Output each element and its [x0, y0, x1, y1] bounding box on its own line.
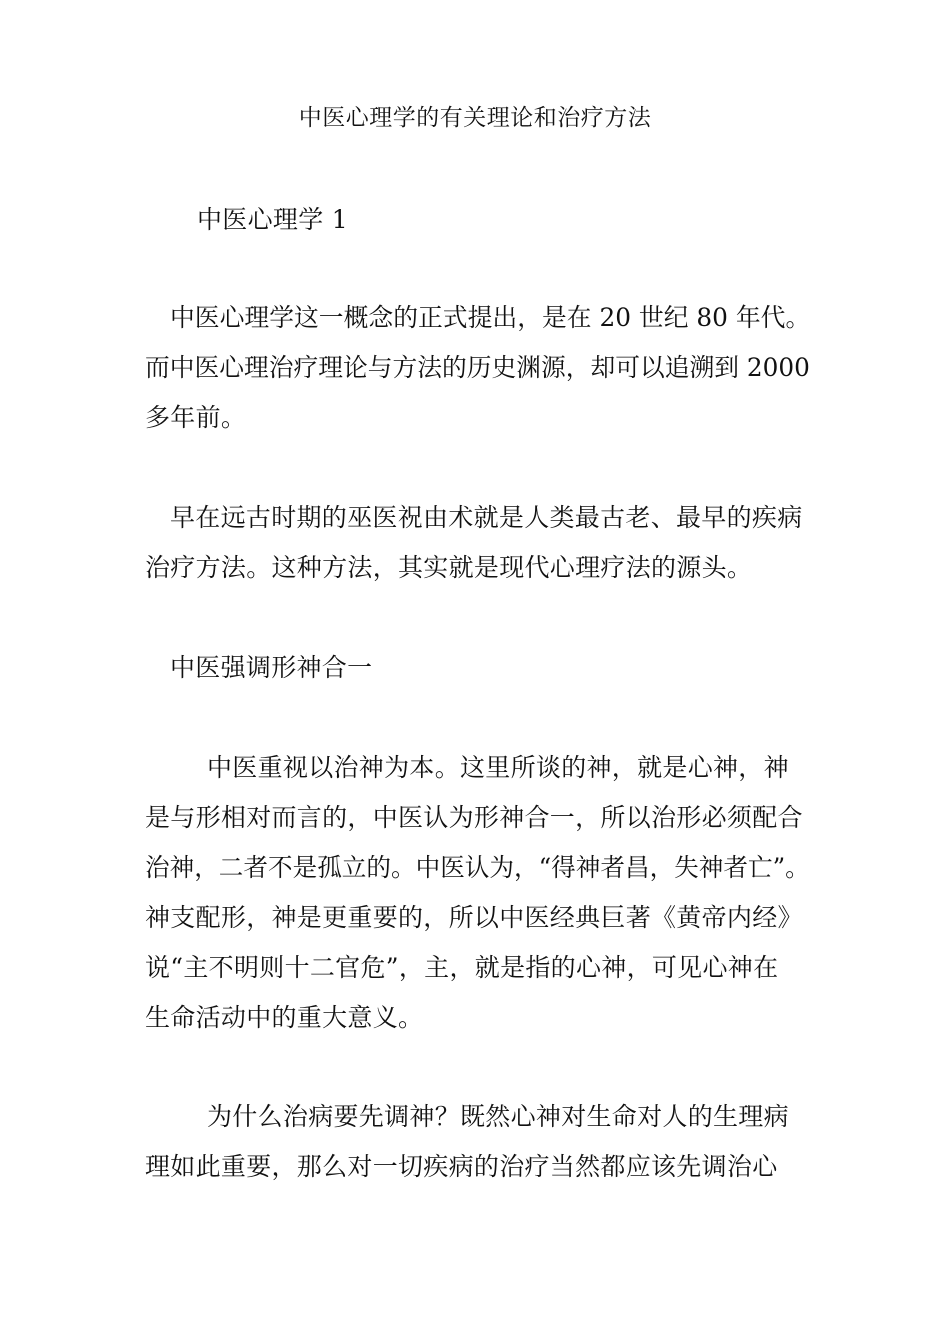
paragraph-line: 神支配形，神是更重要的，所以中医经典巨著《黄帝内经》 [145, 903, 803, 932]
paragraph-line: 生命活动中的重大意义。 [145, 1003, 424, 1032]
paragraph-line: 治神，二者不是孤立的。中医认为，“得神者昌，失神者亡”。 [145, 853, 810, 882]
paragraph-line: 理如此重要，那么对一切疾病的治疗当然都应该先调治心 [145, 1152, 778, 1181]
document-title: 中医心理学的有关理论和治疗方法 [298, 105, 652, 131]
paragraph-line: 为什么治病要先调神？既然心神对生命对人的生理病 [207, 1102, 789, 1131]
paragraph-line: 多年前。 [145, 403, 247, 432]
section-heading: 中医心理学 1 [197, 205, 348, 234]
paragraph-line: 中医重视以治神为本。这里所谈的神，就是心神，神 [207, 753, 789, 782]
section-heading: 中医强调形神合一 [170, 653, 373, 682]
paragraph-line: 是与形相对而言的，中医认为形神合一，所以治形必须配合 [145, 803, 803, 832]
paragraph-line: 而中医心理治疗理论与方法的历史渊源，却可以追溯到 2000 [145, 353, 810, 382]
paragraph-line: 中医心理学这一概念的正式提出，是在 20 世纪 80 年代。 [170, 303, 811, 332]
paragraph-line: 说“主不明则十二官危”，主，就是指的心神，可见心神在 [145, 953, 779, 982]
paragraph-line: 治疗方法。这种方法，其实就是现代心理疗法的源头。 [145, 553, 753, 582]
paragraph-line: 早在远古时期的巫医祝由术就是人类最古老、最早的疾病 [170, 503, 803, 532]
